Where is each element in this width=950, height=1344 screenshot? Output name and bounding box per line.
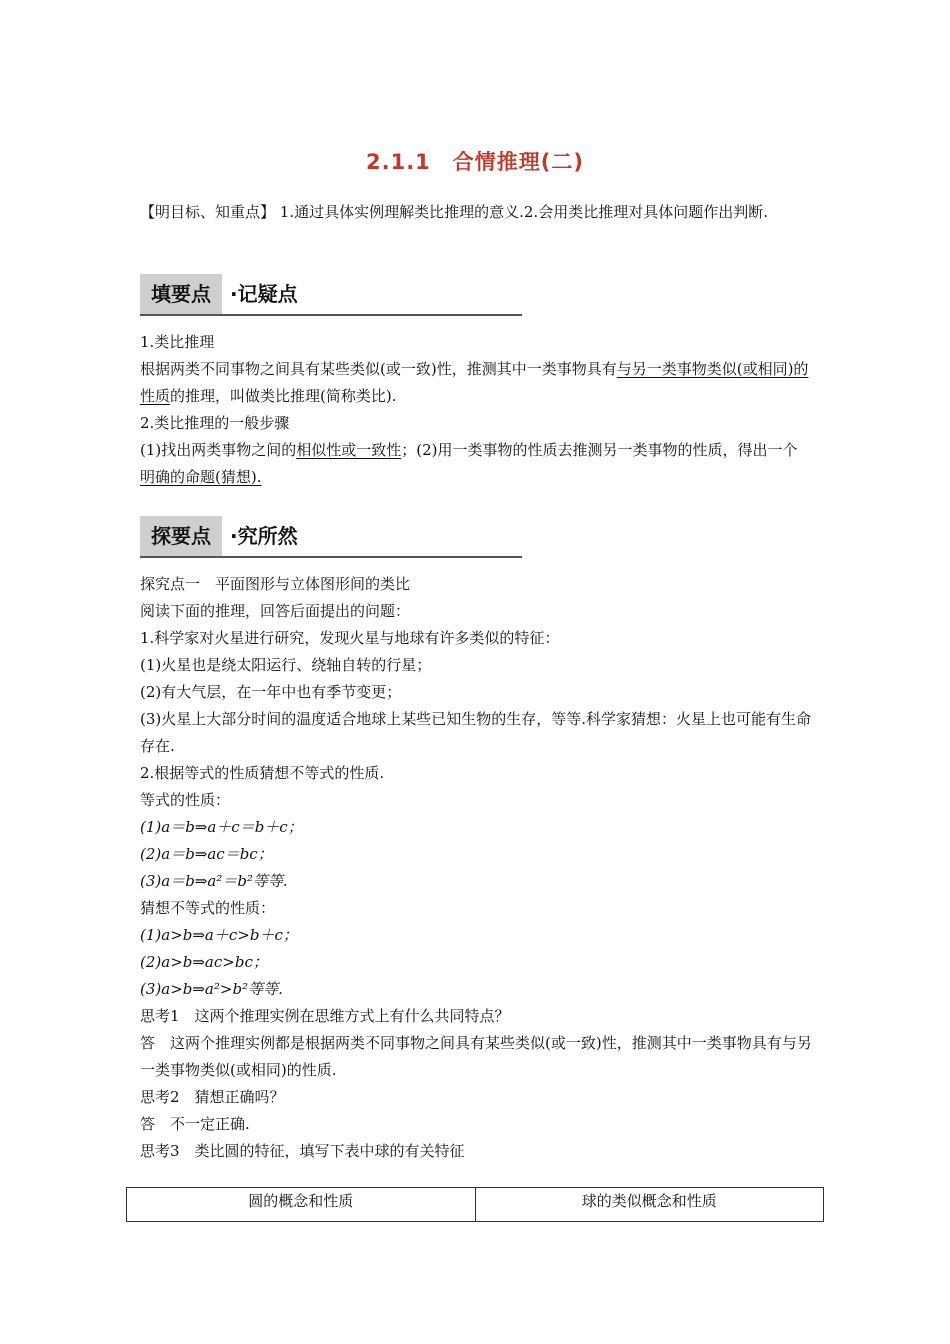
explore-section-content — [140, 571, 812, 1165]
table-header-circle: 圆的概念和性质 — [127, 1188, 476, 1222]
steps-blank-1: 相似性或一致性 — [296, 441, 402, 459]
section-header-fill — [140, 274, 522, 316]
steps-text-2: ；(2)用一类事物的性质去推测另一类事物的性质，得出一个 — [401, 441, 798, 459]
inequality-heading: 猜想不等式的性质： — [140, 899, 276, 917]
steps-heading: 2.类比推理的一般步骤 — [140, 414, 290, 432]
think-answer-1: 答 这两个推理实例都是根据两类不同事物之间具有某些类似(或一致)性，推测其中一类事物具有与另一类事物类似(或相同)的性质. — [140, 1034, 812, 1079]
think-answer-2: 答 不一定正确. — [140, 1115, 250, 1133]
section-box-label: 填要点 — [140, 274, 222, 314]
mars-item-3: (3)火星上大部分时间的温度适合地球上某些已知生物的生存，等等.科学家猜想：火星上也可能有生命存在. — [140, 710, 812, 755]
analogy-heading: 1.类比推理 — [140, 333, 215, 351]
table-header-row — [127, 1188, 824, 1222]
circle-sphere-table — [126, 1187, 824, 1222]
definition-blank: 与另一类事物类似(或相同)的性质 — [140, 360, 809, 405]
table-header-sphere: 球的类似概念和性质 — [475, 1188, 824, 1222]
inequality-property-1: (1)a>b⇒a＋c>b＋c； — [140, 926, 298, 944]
equality-property-1: (1)a＝b⇒a＋c＝b＋c； — [140, 818, 303, 836]
learning-objectives — [140, 198, 812, 226]
section-sub-label: ·记疑点 — [230, 282, 298, 306]
section-sub-label: ·究所然 — [230, 524, 298, 548]
inequality-property-3: (3)a>b⇒a²>b²等等. — [140, 980, 283, 998]
analogy-definition — [140, 356, 812, 410]
equality-property-3: (3)a＝b⇒a²＝b²等等. — [140, 872, 288, 890]
fill-section-content — [140, 329, 812, 491]
think-question-1: 思考1 这两个推理实例在思维方式上有什么共同特点？ — [140, 1007, 510, 1025]
mars-item-1: (1)火星也是绕太阳运行、绕轴自转的行星； — [140, 656, 432, 674]
equality-heading: 等式的性质： — [140, 791, 231, 809]
objectives-text: 1.通过具体实例理解类比推理的意义.2.会用类比推理对具体问题作出判断. — [279, 203, 768, 221]
reading-instruction: 阅读下面的推理，回答后面提出的问题： — [140, 602, 411, 620]
think-question-2: 思考2 猜想正确吗？ — [140, 1088, 285, 1106]
inequality-intro: 2.根据等式的性质猜想不等式的性质. — [140, 764, 385, 782]
steps-text-1: (1)找出两类事物之间的 — [140, 441, 297, 459]
explore-point-title: 探究点一 平面图形与立体图形间的类比 — [140, 575, 411, 593]
steps-blank-2: 明确的命题(猜想). — [140, 468, 262, 486]
steps-text — [140, 437, 812, 491]
objectives-tag: 【明目标、知重点】 — [140, 203, 276, 221]
page-title: 2.1.1 合情推理(二) — [366, 150, 584, 174]
equality-property-2: (2)a＝b⇒ac＝bc； — [140, 845, 273, 863]
section-box-label: 探要点 — [140, 516, 222, 556]
section-header-explore — [140, 516, 522, 558]
mars-item-2: (2)有大气层，在一年中也有季节变更； — [140, 683, 402, 701]
think-question-3: 思考3 类比圆的特征，填写下表中球的有关特征 — [140, 1142, 465, 1160]
definition-text-2: 的推理，叫做类比推理(简称类比). — [170, 387, 397, 405]
inequality-property-2: (2)a>b⇒ac>bc； — [140, 953, 268, 971]
definition-text-1: 根据两类不同事物之间具有某些类似(或一致)性，推测其中一类事物具有 — [140, 360, 617, 378]
mars-intro: 1.科学家对火星进行研究，发现火星与地球有许多类似的特征： — [140, 629, 560, 647]
